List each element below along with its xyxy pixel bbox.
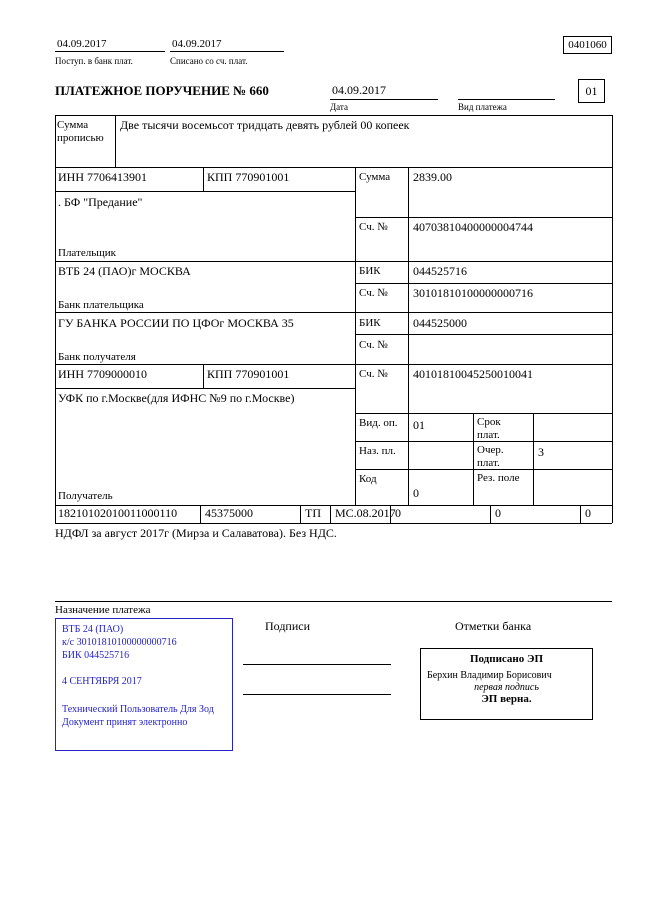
- payee-name: УФК по г.Москве(для ИФНС №9 по г.Москве): [58, 391, 295, 405]
- table-border-line: [55, 523, 612, 524]
- written-off-date-underline: [170, 51, 284, 52]
- received-date-underline: [55, 51, 165, 52]
- table-border-line: [55, 364, 612, 365]
- ep-signer-name: Берхин Владимир Борисович: [427, 670, 552, 681]
- payee-inn: ИНН 7709000010: [58, 367, 147, 381]
- due-date-label: Срок плат.: [477, 416, 501, 441]
- table-border-line: [355, 283, 612, 284]
- signature-line: [243, 664, 391, 665]
- signatures-header: Подписи: [265, 619, 311, 633]
- received-date: 04.09.2017: [57, 38, 107, 50]
- payee-bank-section-label: Банк получателя: [58, 351, 136, 363]
- tax-type: 0: [585, 506, 591, 520]
- written-off-date: 04.09.2017: [172, 38, 222, 50]
- table-border-line: [533, 413, 534, 505]
- document-date-label: Дата: [330, 102, 348, 112]
- table-border-line: [55, 261, 612, 262]
- bank-stamp-bik: БИК 044525716: [62, 650, 130, 661]
- table-border-line: [200, 505, 201, 523]
- table-border-line: [330, 505, 331, 523]
- payer-name: . БФ "Предание": [58, 195, 143, 209]
- table-border-line: [55, 388, 355, 389]
- payer-account: 40703810400000004744: [413, 220, 533, 234]
- reserve-field-label: Рез. поле: [477, 472, 520, 484]
- signature-line: [243, 694, 391, 695]
- payee-section-label: Получатель: [58, 490, 113, 502]
- payer-bank-account: 30101810100000000716: [413, 286, 533, 300]
- bank-stamp-date: 4 СЕНТЯБРЯ 2017: [62, 676, 142, 687]
- table-border-line: [408, 167, 409, 505]
- payer-bank-bik-label: БИК: [359, 265, 381, 277]
- payer-inn: ИНН 7706413901: [58, 170, 147, 184]
- table-border-line: [300, 505, 301, 523]
- payee-kpp: КПП 770901001: [207, 367, 290, 381]
- op-kind-label: Вид. оп.: [359, 417, 398, 429]
- payee-bank-account-label: Сч. №: [359, 339, 388, 351]
- sum-label: Сумма: [359, 171, 391, 183]
- payment-purpose-text: НДФЛ за август 2017г (Мирза и Салаватова). Без НДС.: [55, 526, 337, 540]
- ep-verified: ЭП верна.: [481, 693, 532, 705]
- payer-account-label: Сч. №: [359, 221, 388, 233]
- tax-period: МС.08.2017: [335, 506, 396, 520]
- tax-oktmo: 45375000: [205, 506, 253, 520]
- table-border-line: [355, 167, 356, 505]
- payment-kind-underline: [458, 99, 555, 100]
- priority-label: Очер. плат.: [477, 444, 504, 469]
- form-code: 0401060: [568, 39, 607, 51]
- table-border-line: [490, 505, 491, 523]
- form-code-box: [563, 36, 612, 54]
- payee-bank-name: ГУ БАНКА РОССИИ ПО ЦФОг МОСКВА 35: [58, 316, 294, 330]
- payer-bank-section-label: Банк плательщика: [58, 299, 144, 311]
- table-border-line: [55, 601, 612, 602]
- bank-marks-header: Отметки банка: [455, 619, 532, 633]
- bank-stamp-corr-account: к/с 30101810100000000716: [62, 637, 177, 648]
- payer-section-label: Плательщик: [58, 247, 116, 259]
- table-border-line: [612, 115, 613, 523]
- payee-account: 40101810045250010041: [413, 367, 533, 381]
- tax-doc-num: 0: [395, 506, 401, 520]
- table-border-line: [203, 364, 204, 388]
- table-border-line: [115, 115, 116, 167]
- ep-subtitle: первая подпись: [474, 682, 539, 693]
- table-border-line: [55, 312, 612, 313]
- table-border-line: [55, 115, 56, 523]
- payee-account-label: Сч. №: [359, 368, 388, 380]
- table-border-line: [55, 115, 612, 116]
- tax-kbk: 18210102010011000110: [58, 506, 178, 520]
- electronic-signature-box: [420, 648, 593, 720]
- payer-kpp: КПП 770901001: [207, 170, 290, 184]
- received-date-label: Поступ. в банк плат.: [55, 56, 133, 66]
- sum-value: 2839.00: [413, 170, 452, 184]
- code-value: 0: [413, 486, 419, 500]
- payment-kind-label: Вид платежа: [458, 102, 507, 112]
- document-date: 04.09.2017: [332, 83, 386, 97]
- document-title: ПЛАТЕЖНОЕ ПОРУЧЕНИЕ № 660: [55, 83, 269, 98]
- payment-purpose-label: Назначение платежа: [55, 604, 151, 616]
- amount-in-words: Две тысячи восемьсот тридцать девять рублей 00 копеек: [120, 118, 410, 132]
- status-code: 01: [585, 83, 598, 98]
- op-kind-value: 01: [413, 418, 425, 432]
- code-label: Код: [359, 473, 377, 485]
- amount-in-words-label: Сумма прописью: [57, 119, 104, 144]
- table-border-line: [55, 191, 355, 192]
- payer-bank-name: ВТБ 24 (ПАО)г МОСКВА: [58, 264, 191, 278]
- status-code-box: [578, 79, 605, 103]
- payer-bank-bik: 044525716: [413, 264, 467, 278]
- table-border-line: [203, 167, 204, 191]
- payee-bank-bik: 044525000: [413, 316, 467, 330]
- ep-title: Подписано ЭП: [469, 653, 544, 665]
- tax-basis: ТП: [305, 506, 321, 520]
- bank-stamp-user: Технический Пользователь Для Зод: [62, 704, 214, 715]
- purpose-code-label: Наз. пл.: [359, 445, 396, 457]
- document-date-underline: [330, 99, 438, 100]
- table-border-line: [355, 217, 612, 218]
- tax-doc-date: 0: [495, 506, 501, 520]
- table-border-line: [355, 413, 612, 414]
- table-border-line: [473, 413, 474, 505]
- bank-stamp-note: Документ принят электронно: [62, 717, 188, 728]
- payee-bank-bik-label: БИК: [359, 317, 381, 329]
- payer-bank-account-label: Сч. №: [359, 287, 388, 299]
- bank-stamp: [55, 618, 233, 751]
- table-border-line: [55, 167, 612, 168]
- bank-stamp-bank-name: ВТБ 24 (ПАО): [62, 624, 124, 635]
- table-border-line: [580, 505, 581, 523]
- table-border-line: [355, 334, 612, 335]
- written-off-date-label: Списано со сч. плат.: [170, 56, 248, 66]
- priority-value: 3: [538, 445, 544, 459]
